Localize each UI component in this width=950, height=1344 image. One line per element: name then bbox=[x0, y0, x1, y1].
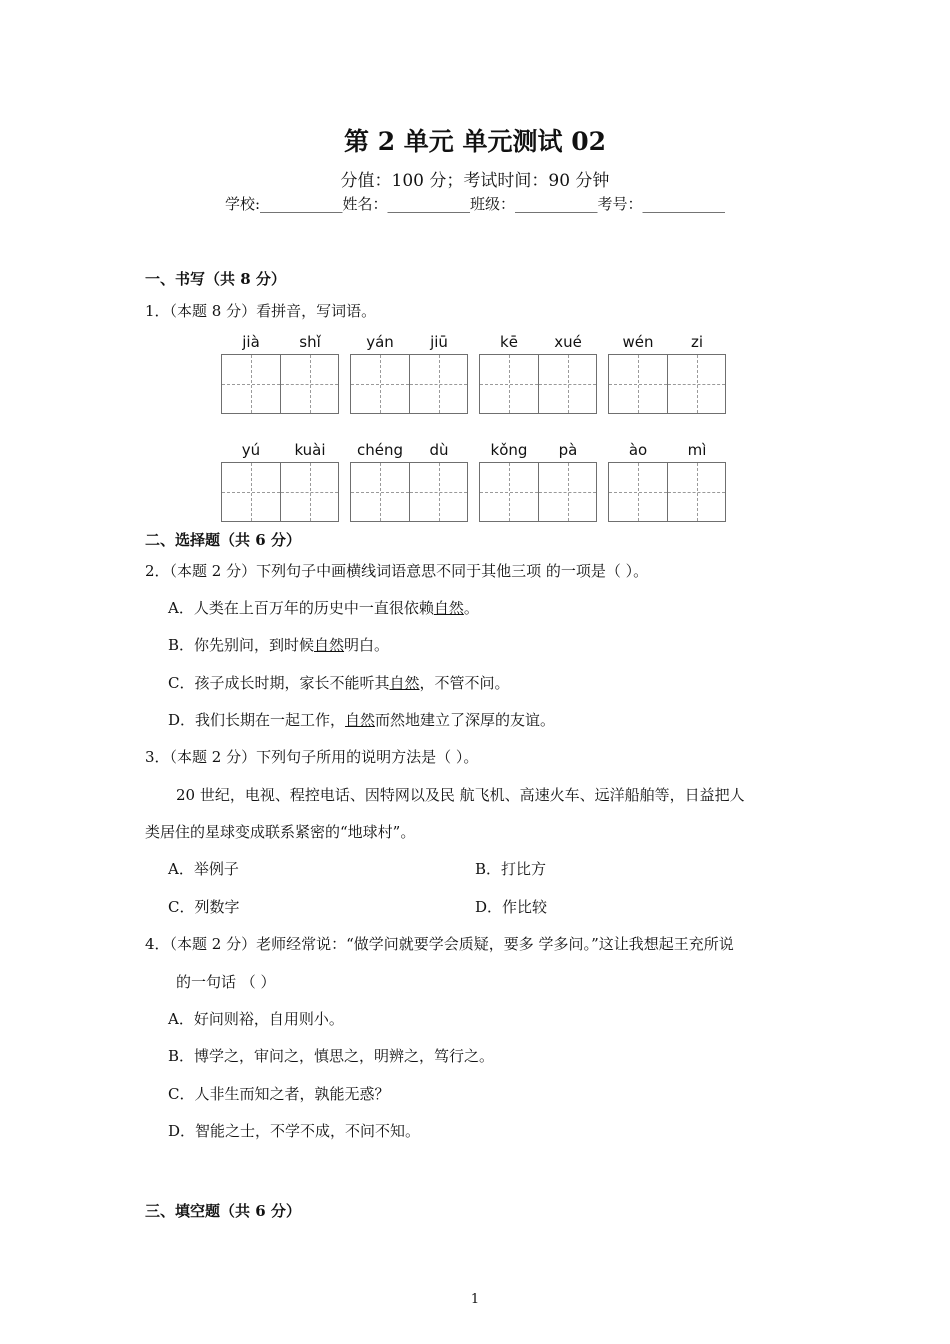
pinyin-label: jiū bbox=[430, 333, 448, 351]
writing-cell[interactable] bbox=[667, 463, 725, 521]
question-2-option-a[interactable] bbox=[168, 597, 479, 618]
question-4-option-a[interactable]: A．好问则裕，自用则小。 bbox=[168, 1010, 344, 1028]
writing-grid[interactable] bbox=[479, 354, 597, 414]
option-text: B．你先别问，到时候 bbox=[168, 636, 315, 654]
pinyin-label: chéng bbox=[356, 441, 403, 459]
writing-cell[interactable] bbox=[351, 355, 409, 413]
pinyin-label: shǐ bbox=[299, 333, 321, 351]
question-2-option-c[interactable] bbox=[168, 672, 510, 693]
question-3-option-d[interactable]: D．作比较 bbox=[475, 898, 548, 916]
question-4-option-c[interactable]: C．人非生而知之者，孰能无惑？ bbox=[168, 1085, 390, 1103]
underlined-word: 自然 bbox=[433, 599, 464, 617]
pinyin-label: pà bbox=[558, 441, 578, 459]
pinyin-label: xué bbox=[554, 333, 582, 351]
pinyin-label: yán bbox=[366, 333, 394, 351]
option-text: 。 bbox=[463, 599, 479, 617]
page-number: 1 bbox=[470, 1292, 480, 1307]
writing-grid[interactable] bbox=[479, 462, 597, 522]
option-text: C．孩子成长时期，家长不能听其 bbox=[168, 674, 390, 692]
section-1-heading: 一、书写（共 8 分） bbox=[145, 270, 286, 288]
student-info-fields: 学校:___________姓名：___________班级：___________考号：___________ bbox=[224, 195, 726, 213]
question-3-stem: 3．（本题 2 分）下列句子所用的说明方法是（ ）。 bbox=[145, 748, 479, 766]
option-text: ，不管不问。 bbox=[419, 674, 510, 692]
option-text: 而然地建立了深厚的友谊。 bbox=[375, 711, 556, 729]
pinyin-label: kǒng bbox=[490, 441, 528, 459]
pinyin-label: ào bbox=[628, 441, 648, 459]
question-3-option-c[interactable]: C．列数字 bbox=[168, 898, 240, 916]
pinyin-label: mì bbox=[687, 441, 707, 459]
pinyin-label: kē bbox=[500, 333, 518, 351]
option-text: 明白。 bbox=[344, 636, 390, 654]
writing-cell[interactable] bbox=[480, 355, 538, 413]
underlined-word: 自然 bbox=[345, 711, 376, 729]
pinyin-label: wén bbox=[622, 333, 654, 351]
writing-grid[interactable] bbox=[350, 354, 468, 414]
question-2-stem: 2．（本题 2 分）下列句子中画横线词语意思不同于其他三项 的一项是（ ）。 bbox=[145, 562, 649, 580]
option-text: D．我们长期在一起工作， bbox=[168, 711, 346, 729]
writing-grid[interactable] bbox=[221, 462, 339, 522]
writing-grid[interactable] bbox=[350, 462, 468, 522]
page-title: 第 2 单元 单元测试 02 bbox=[343, 127, 606, 156]
question-1-stem: 1．（本题 8 分）看拼音，写词语。 bbox=[145, 302, 377, 320]
pinyin-label: dù bbox=[429, 441, 449, 459]
pinyin-label: zi bbox=[690, 333, 704, 351]
writing-grid[interactable] bbox=[221, 354, 339, 414]
writing-cell[interactable] bbox=[667, 355, 725, 413]
question-4-stem: 4．（本题 2 分）老师经常说：“做学问就要学会质疑，要多 学多问。”这让我想起王充所说 bbox=[145, 935, 734, 953]
writing-cell[interactable] bbox=[280, 355, 338, 413]
pinyin-label: kuài bbox=[294, 441, 326, 459]
writing-cell[interactable] bbox=[222, 355, 280, 413]
question-3-option-b[interactable]: B．打比方 bbox=[475, 860, 547, 878]
question-3-passage-line: 20 世纪，电视、程控电话、因特网以及民 航飞机、高速火车、远洋船舶等，日益把人 bbox=[176, 786, 745, 804]
option-text: A．人类在上百万年的历史中一直很依赖 bbox=[168, 599, 434, 617]
pinyin-label: yú bbox=[241, 441, 261, 459]
question-2-option-b[interactable] bbox=[168, 634, 389, 655]
writing-cell[interactable] bbox=[609, 463, 667, 521]
writing-cell[interactable] bbox=[480, 463, 538, 521]
writing-cell[interactable] bbox=[280, 463, 338, 521]
writing-cell[interactable] bbox=[409, 355, 467, 413]
question-4-stem-cont: 的一句话 （ ） bbox=[176, 973, 276, 991]
writing-grid[interactable] bbox=[608, 462, 726, 522]
writing-cell[interactable] bbox=[351, 463, 409, 521]
writing-grid[interactable] bbox=[608, 354, 726, 414]
writing-cell[interactable] bbox=[609, 355, 667, 413]
question-4-option-d[interactable]: D．智能之士，不学不成，不问不知。 bbox=[168, 1122, 421, 1140]
writing-cell[interactable] bbox=[538, 355, 596, 413]
question-2-option-d[interactable] bbox=[168, 709, 555, 730]
underlined-word: 自然 bbox=[389, 674, 420, 692]
section-3-heading: 三、填空题（共 6 分） bbox=[145, 1202, 301, 1220]
section-2-heading: 二、选择题（共 6 分） bbox=[145, 531, 301, 549]
question-3-passage-line: 类居住的星球变成联系紧密的“地球村”。 bbox=[145, 823, 416, 841]
writing-cell[interactable] bbox=[538, 463, 596, 521]
question-3-option-a[interactable]: A．举例子 bbox=[168, 860, 239, 878]
exam-meta: 分值：100 分；考试时间：90 分钟 bbox=[340, 171, 610, 191]
writing-cell[interactable] bbox=[222, 463, 280, 521]
question-4-option-b[interactable]: B．博学之，审问之，慎思之，明辨之，笃行之。 bbox=[168, 1047, 495, 1065]
writing-cell[interactable] bbox=[409, 463, 467, 521]
pinyin-label: jià bbox=[242, 333, 260, 351]
underlined-word: 自然 bbox=[314, 636, 345, 654]
